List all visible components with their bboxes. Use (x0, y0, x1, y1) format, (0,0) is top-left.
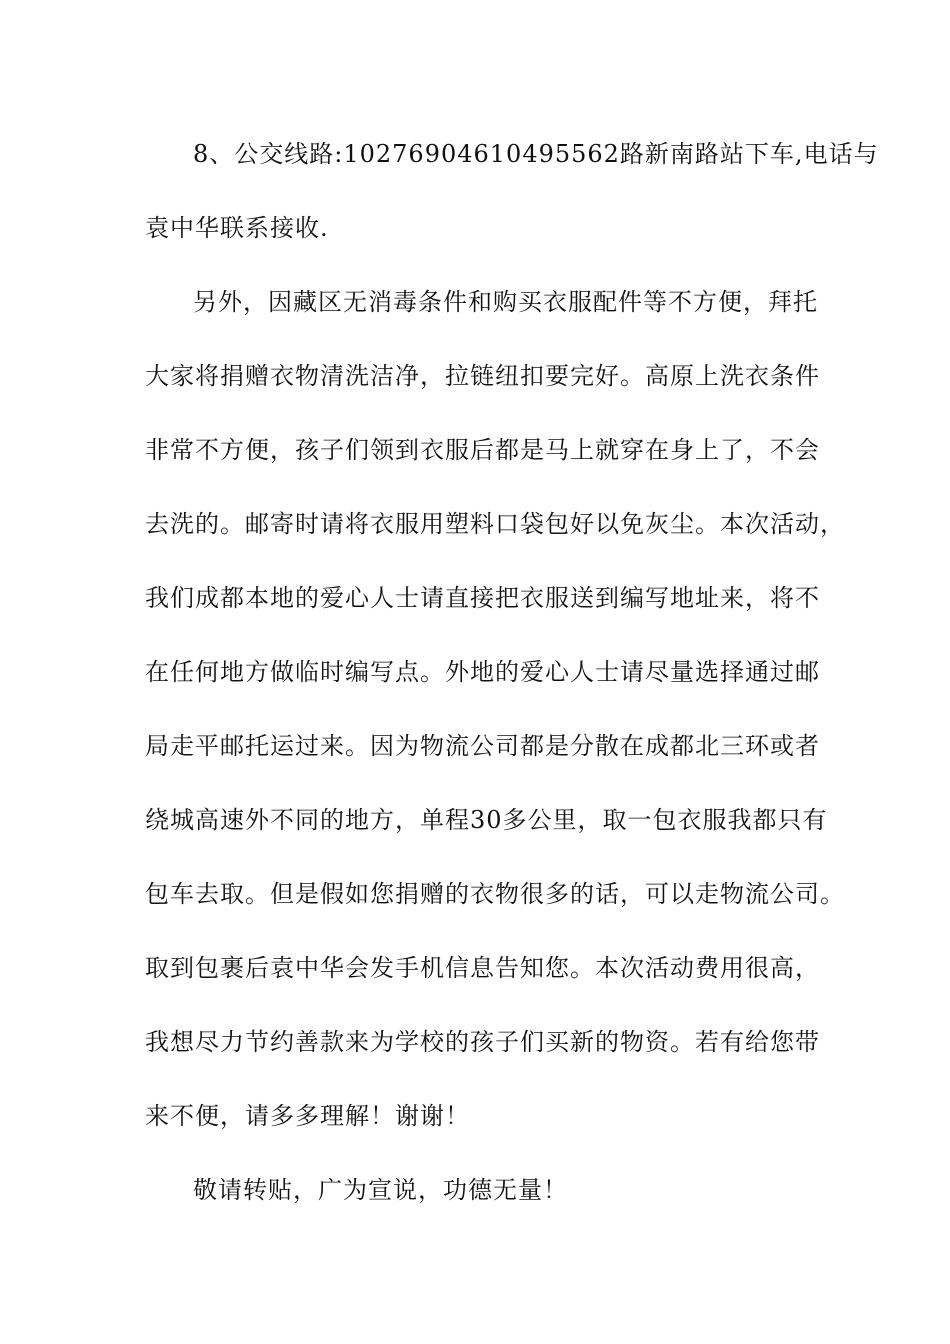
text-line: 取到包裹后袁中华会发手机信息告知您。本次活动费用很高， (145, 954, 820, 982)
text-line: 在任何地方做临时编写点。外地的爱心人士请尽量选择通过邮 (145, 658, 820, 686)
text-line: 我想尽力节约善款来为学校的孩子们买新的物资。若有给您带 (145, 1028, 820, 1056)
text-line: 大家将捐赠衣物清洗洁净，拉链纽扣要完好。高原上洗衣条件 (145, 362, 820, 390)
text-line: 来不便，请多多理解！谢谢！ (145, 1102, 470, 1130)
text-line: 包车去取。但是假如您捐赠的衣物很多的话，可以走物流公司。 (145, 880, 845, 908)
text-line: 袁中华联系接收. (145, 214, 329, 242)
text-line: 另外，因藏区无消毒条件和购买衣服配件等不方便，拜托 (193, 288, 818, 316)
text-line: 敬请转贴，广为宣说，功德无量！ (193, 1176, 568, 1204)
text-line: 我们成都本地的爱心人士请直接把衣服送到编写地址来，将不 (145, 584, 820, 612)
text-line: 8、公交线路:10276904610495562路新南路站下车,电话与 (193, 140, 879, 168)
text-line: 绕城高速外不同的地方，单程30多公里，取一包衣服我都只有 (145, 806, 828, 834)
text-line: 去洗的。邮寄时请将衣服用塑料口袋包好以免灰尘。本次活动， (145, 510, 845, 538)
text-line: 局走平邮托运过来。因为物流公司都是分散在成都北三环或者 (145, 732, 820, 760)
text-line: 非常不方便，孩子们领到衣服后都是马上就穿在身上了，不会 (145, 436, 820, 464)
